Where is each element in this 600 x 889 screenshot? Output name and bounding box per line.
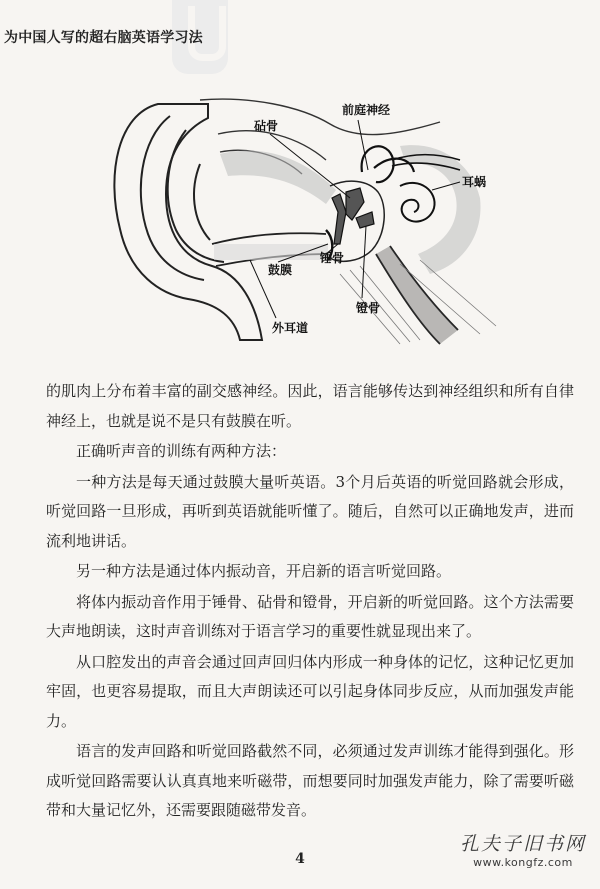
label-malleus: 锤骨 bbox=[320, 251, 345, 265]
label-incus: 砧骨 bbox=[254, 119, 279, 133]
ear-anatomy-figure bbox=[100, 94, 520, 354]
malleus-shape bbox=[332, 194, 346, 244]
paragraph-7: 语言的发声回路和听觉回路截然不同，必须通过发声训练才能得到强化。形成听觉回路需要认认真真地来听磁带，而想要同时加强发声能力，除了需要听磁带和大量记忆外，还需要跟随磁带发音。 bbox=[46, 742, 574, 819]
paragraph-2: 正确听声音的训练有两种方法： bbox=[76, 442, 287, 460]
ear-canal-path bbox=[212, 233, 326, 244]
ear-anatomy-drawing bbox=[100, 94, 520, 354]
label-stapes: 镫骨 bbox=[356, 301, 381, 315]
incus-shape bbox=[346, 188, 364, 220]
label-vestibular-nerve: 前庭神经 bbox=[342, 103, 391, 117]
cochlea-shape bbox=[400, 183, 435, 222]
paragraph-1: 的肌肉上分布着丰富的副交感神经。因此，语言能够传达到神经组织和所有自律神经上，也就是说不是只有鼓膜在听。 bbox=[46, 382, 574, 430]
body-text bbox=[46, 377, 574, 826]
watermark-url: www.kongfz.com bbox=[473, 856, 573, 869]
auricle-outline bbox=[114, 104, 262, 340]
paragraph-5: 将体内振动音作用于锤骨、砧骨和镫骨，开启新的听觉回路。这个方法需要大声地朗读，这时声音训练对于语言学习的重要性就显现出来了。 bbox=[46, 592, 574, 640]
label-ear-canal: 外耳道 bbox=[272, 321, 309, 335]
label-cochlea: 耳蜗 bbox=[462, 175, 487, 189]
stapes-shape bbox=[356, 212, 374, 228]
paragraph-6: 从口腔发出的声音会通过回声回归体内形成一种身体的记忆，这种记忆更加牢固，也更容易提取，而且大声朗读还可以引起身体同步反应，从而加强发声能力。 bbox=[46, 652, 574, 730]
page-number: 4 bbox=[295, 851, 305, 867]
watermark bbox=[460, 829, 586, 869]
running-header: 为中国人写的超右脑英语学习法 bbox=[4, 30, 203, 46]
paragraph-3: 一种方法是每天通过鼓膜大量听英语。3个月后英语的听觉回路就会形成，听觉回路一旦形成，再听到英语就能听懂了。随后，自然可以正确地发声，进而流利地讲话。 bbox=[46, 472, 574, 550]
watermark-name: 孔夫子旧书网 bbox=[459, 833, 586, 855]
concha-fold bbox=[194, 164, 210, 240]
label-eardrum: 鼓膜 bbox=[268, 263, 293, 277]
vestibular-nerve-leader bbox=[358, 120, 368, 170]
paragraph-4: 另一种方法是通过体内振动音，开启新的语言听觉回路。 bbox=[76, 562, 452, 580]
